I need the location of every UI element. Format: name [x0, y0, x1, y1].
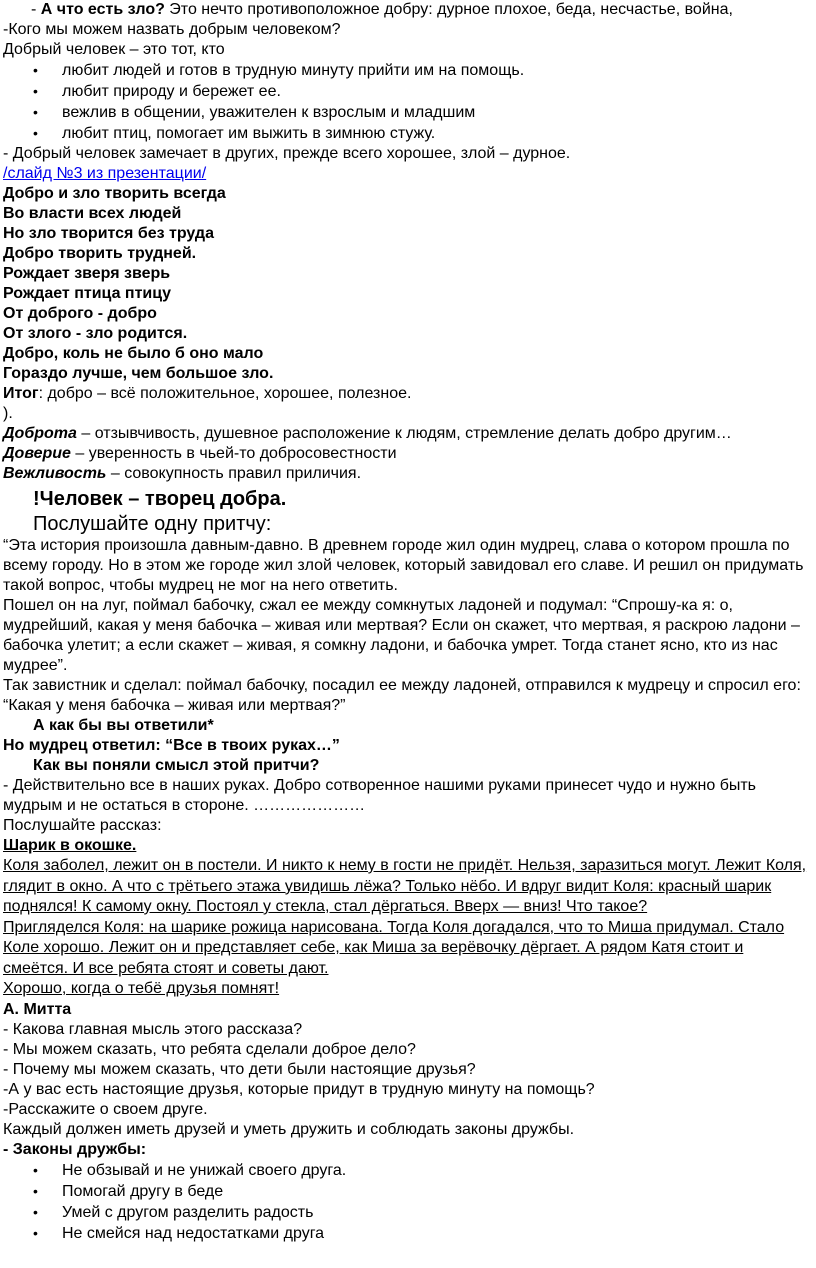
laws-title: - Законы дружбы:: [3, 1140, 147, 1158]
poem: [3, 184, 809, 384]
question-line: - Мы можем сказать, что ребята сделали доброе дело?: [3, 1040, 416, 1058]
intro-line-notices: - Добрый человек замечает в других, прежде всего хорошее, злой – дурное.: [3, 145, 571, 162]
question-line: Каждый должен иметь друзей и уметь дружить и соблюдать законы дружбы.: [3, 1120, 575, 1138]
list-item: • Не обзывай и не унижай своего друга.: [33, 1161, 347, 1179]
list-item: • Помогай другу в беде: [33, 1182, 224, 1200]
definition-politeness: Вежливость – совокупность правил приличия.: [3, 465, 362, 482]
story-intro: Послушайте рассказ:: [3, 817, 162, 834]
story-title: Шарик в окошке.: [3, 837, 137, 854]
summary-paren: ).: [3, 405, 13, 422]
poem-line: Добро и зло творить всегда: [3, 185, 226, 202]
list-item: • любит природу и бережет ее.: [33, 83, 281, 100]
bullet-icon: •: [33, 1224, 38, 1241]
bullet-icon: •: [33, 1182, 38, 1199]
bullet-icon: •: [33, 62, 38, 78]
intro-line-kind: Добрый человек – это тот, кто: [3, 41, 225, 58]
parable-paragraph: Пошел он на луг, поймал бабочку, сжал ее между сомкнутых ладоней и подумал: “Спрошу-ка я: о, мудрейший, какая у меня бабочка – живая или мертвая? Если он скажет, что мертвая, я раскрою ладони – бабочка улетит; а если скажет – живая, я сомкну ладони, и бабочка умрет. Тогда станет ясно, кто из нас мудрее”.: [3, 597, 800, 674]
discussion-questions: [3, 1020, 809, 1140]
story-paragraph: Пригляделся Коля: на шарике рожица нарисована. Тогда Коля догадался, что то Миша придумал. Стало Коле хорошо. Лежит он и представляет себе, как Миша за верёвочку дёргает. А рядом Катя стоит и смеётся. И все ребята стоят и советы дают.: [3, 918, 785, 977]
bullet-icon: •: [33, 125, 38, 141]
story-text: [3, 856, 809, 1000]
poem-line: Гораздо лучше, чем большое зло.: [3, 365, 274, 382]
poem-line: Во власти всех людей: [3, 205, 182, 222]
poem-line: Добро, коль не было б оно мало: [3, 345, 264, 362]
question-meaning: Как вы поняли смысл этой притчи?: [33, 757, 320, 774]
intro-line-question: -Кого мы можем назвать добрым человеком?: [3, 21, 341, 38]
list-item: • любит птиц, помогает им выжить в зимнюю стужу.: [33, 125, 436, 142]
story-author: А. Митта: [3, 1000, 72, 1018]
parable-text: [3, 536, 809, 716]
parable-intro: Послушайте одну притчу:: [33, 513, 272, 535]
parable-paragraph: Так завистник и сделал: поймал бабочку, посадил ее между ладоней, отправился к мудрецу и спросил его: “Какая у меня бабочка – живая или мертвая?”: [3, 677, 801, 714]
bullet-icon: •: [33, 104, 38, 120]
story-paragraph: Хорошо, когда о тебё друзья помнят!: [3, 980, 280, 997]
list-item: • Умей с другом разделить радость: [33, 1203, 314, 1221]
bullet-icon: •: [33, 1203, 38, 1220]
story-paragraph: Коля заболел, лежит он в постели. И никто к нему в гости не придёт. Нельзя, заразиться могут. Лежит Коля, глядит в окно. А что с трётьего этажа увидишь лёжа? Только нёбо. И вдруг видит Коля: красный шарик поднялся! К самому окну. Постоял у стекла, стал дёргаться. Вверх — вниз! Что такое?: [3, 857, 807, 915]
question-line: - Какова главная мысль этого рассказа?: [3, 1020, 303, 1038]
definition-trust: Доверие – уверенность в чьей-то добросовестности: [3, 445, 397, 462]
question-line: - Почему мы можем сказать, что дети были настоящие друзья?: [3, 1060, 476, 1078]
poem-line: Добро творить трудней.: [3, 245, 197, 262]
list-item: • вежлив в общении, уважителен к взрослым и младшим: [33, 104, 476, 121]
poem-line: Рождает зверя зверь: [3, 265, 171, 282]
question-answer: А как бы вы ответили*: [33, 717, 214, 734]
question-line: -Расскажите о своем друге.: [3, 1100, 208, 1118]
intro-prefix: -: [31, 1, 41, 18]
section-heading: !Человек – творец добра.: [33, 488, 287, 510]
intro-answer: Это нечто противоположное добру: дурное плохое, беда, несчастье, война,: [164, 1, 733, 18]
intro-question: А что есть зло?: [40, 1, 165, 18]
parable-paragraph: “Эта история произошла давным-давно. В древнем городе жил один мудрец, слава о котором прошла по всему городу. Но в этом же городе жил злой человек, который завидовал его славе. И решил он придумать такой вопрос, чтобы мудрец не мог на него ответить.: [3, 537, 804, 594]
poem-line: Но зло творится без труда: [3, 225, 214, 242]
list-item: • Не смейся над недостатками друга: [33, 1224, 325, 1242]
intro-line-evil: [3, 0, 809, 20]
definition-kindness: Доброта – отзывчивость, душевное расположение к людям, стремление делать добро другим…: [3, 425, 732, 442]
sage-reply: Но мудрец ответил: “Все в твоих руках…”: [3, 737, 340, 754]
list-item: • любит людей и готов в трудную минуту прийти им на помощь.: [33, 62, 525, 79]
poem-line: От доброго - добро: [3, 305, 157, 322]
meaning-answer: - Действительно все в наших руках. Добро сотворенное нашими руками принесет чудо и нужно быть мудрым и не остаться в стороне. …………………: [3, 777, 757, 814]
question-line: -А у вас есть настоящие друзья, которые придут в трудную минуту на помощь?: [3, 1080, 595, 1098]
friendship-laws-list: [3, 1160, 809, 1244]
poem-line: Рождает птица птицу: [3, 285, 171, 302]
bullet-icon: •: [33, 83, 38, 99]
poem-line: От злого - зло родится.: [3, 325, 188, 342]
bullet-icon: •: [33, 1161, 38, 1178]
kind-person-list: [3, 60, 809, 144]
summary-line: Итог: добро – всё положительное, хорошее, полезное.: [3, 385, 412, 402]
slide-link[interactable]: /слайд №3 из презентации/: [3, 165, 207, 182]
